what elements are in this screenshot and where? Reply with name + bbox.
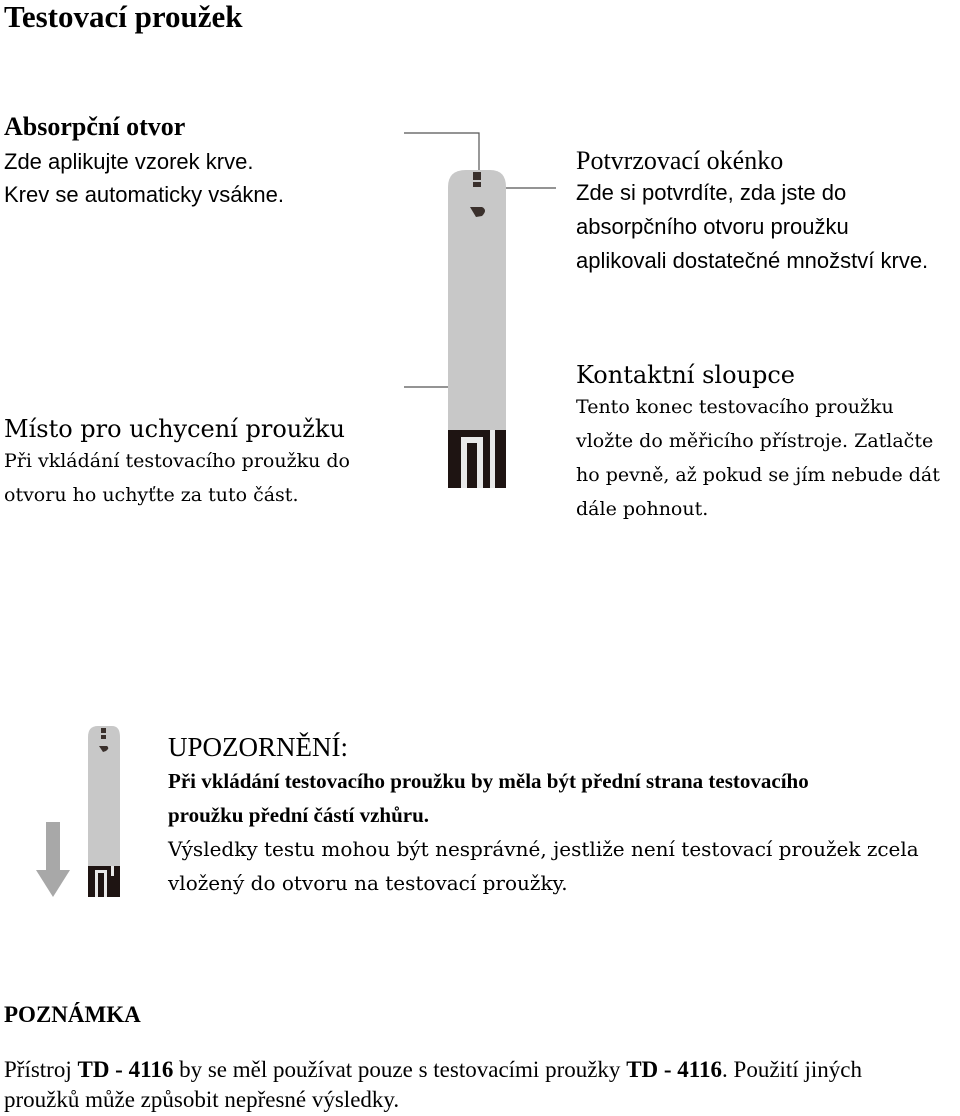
label-line: vložte do měřicího přístroje. Zatlačte [576, 430, 934, 452]
label-line: Zde aplikujte vzorek krve. [4, 149, 254, 174]
label-line: otvoru ho uchyťte za tuto část. [4, 484, 299, 506]
note-line: proužků může způsobit nepřesné výsledky. [4, 1087, 400, 1112]
note-text-part: Přístroj [4, 1057, 78, 1082]
warning-block [168, 730, 958, 900]
label-line: Krev se automaticky vsákne. [4, 182, 285, 207]
warning-bold-line: proužku přední částí vzhůru. [168, 803, 429, 827]
label-line: absorpčního otvoru proužku [576, 214, 849, 239]
page-title: Testovací proužek [4, 0, 243, 34]
arrow-down-icon [36, 822, 70, 897]
label-line: Při vkládání testovacího proužku do [4, 450, 350, 472]
label-line: Tento konec testovacího proužku [576, 396, 894, 418]
label-line: Zde si potvrdíte, zda jste do [576, 180, 847, 205]
label-title: Absorpční otvor [4, 112, 186, 141]
label-title: Potvrzovací okénko [576, 146, 784, 175]
model-number: TD - 4116 [77, 1057, 174, 1082]
label-line: ho pevně, až pokud se jím nebude dát [576, 464, 940, 486]
note-line [4, 1054, 960, 1086]
warning-bold-line: Při vkládání testovacího proužku by měla být přední strana testovacího [168, 769, 809, 793]
label-title: Místo pro uchycení proužku [4, 415, 345, 443]
model-number: TD - 4116 [626, 1057, 723, 1082]
warning-title: UPOZORNĚNÍ: [168, 732, 348, 762]
note-title: POZNÁMKA [4, 1002, 141, 1027]
note-text [4, 1054, 960, 1116]
note-text-part: . Použití jiných [722, 1057, 862, 1082]
warning-line: vložený do otvoru na testovací proužky. [168, 871, 568, 895]
label-line: aplikovali dostatečné množství krve. [576, 248, 929, 273]
note-text-part: by se měl používat pouze s testovacími proužky [173, 1057, 627, 1082]
label-title: Kontaktní sloupce [576, 361, 795, 389]
warning-line: Výsledky testu mohou být nesprávné, jestliže není testovací proužek zcela [168, 837, 919, 861]
label-line: dále pohnout. [576, 498, 709, 520]
